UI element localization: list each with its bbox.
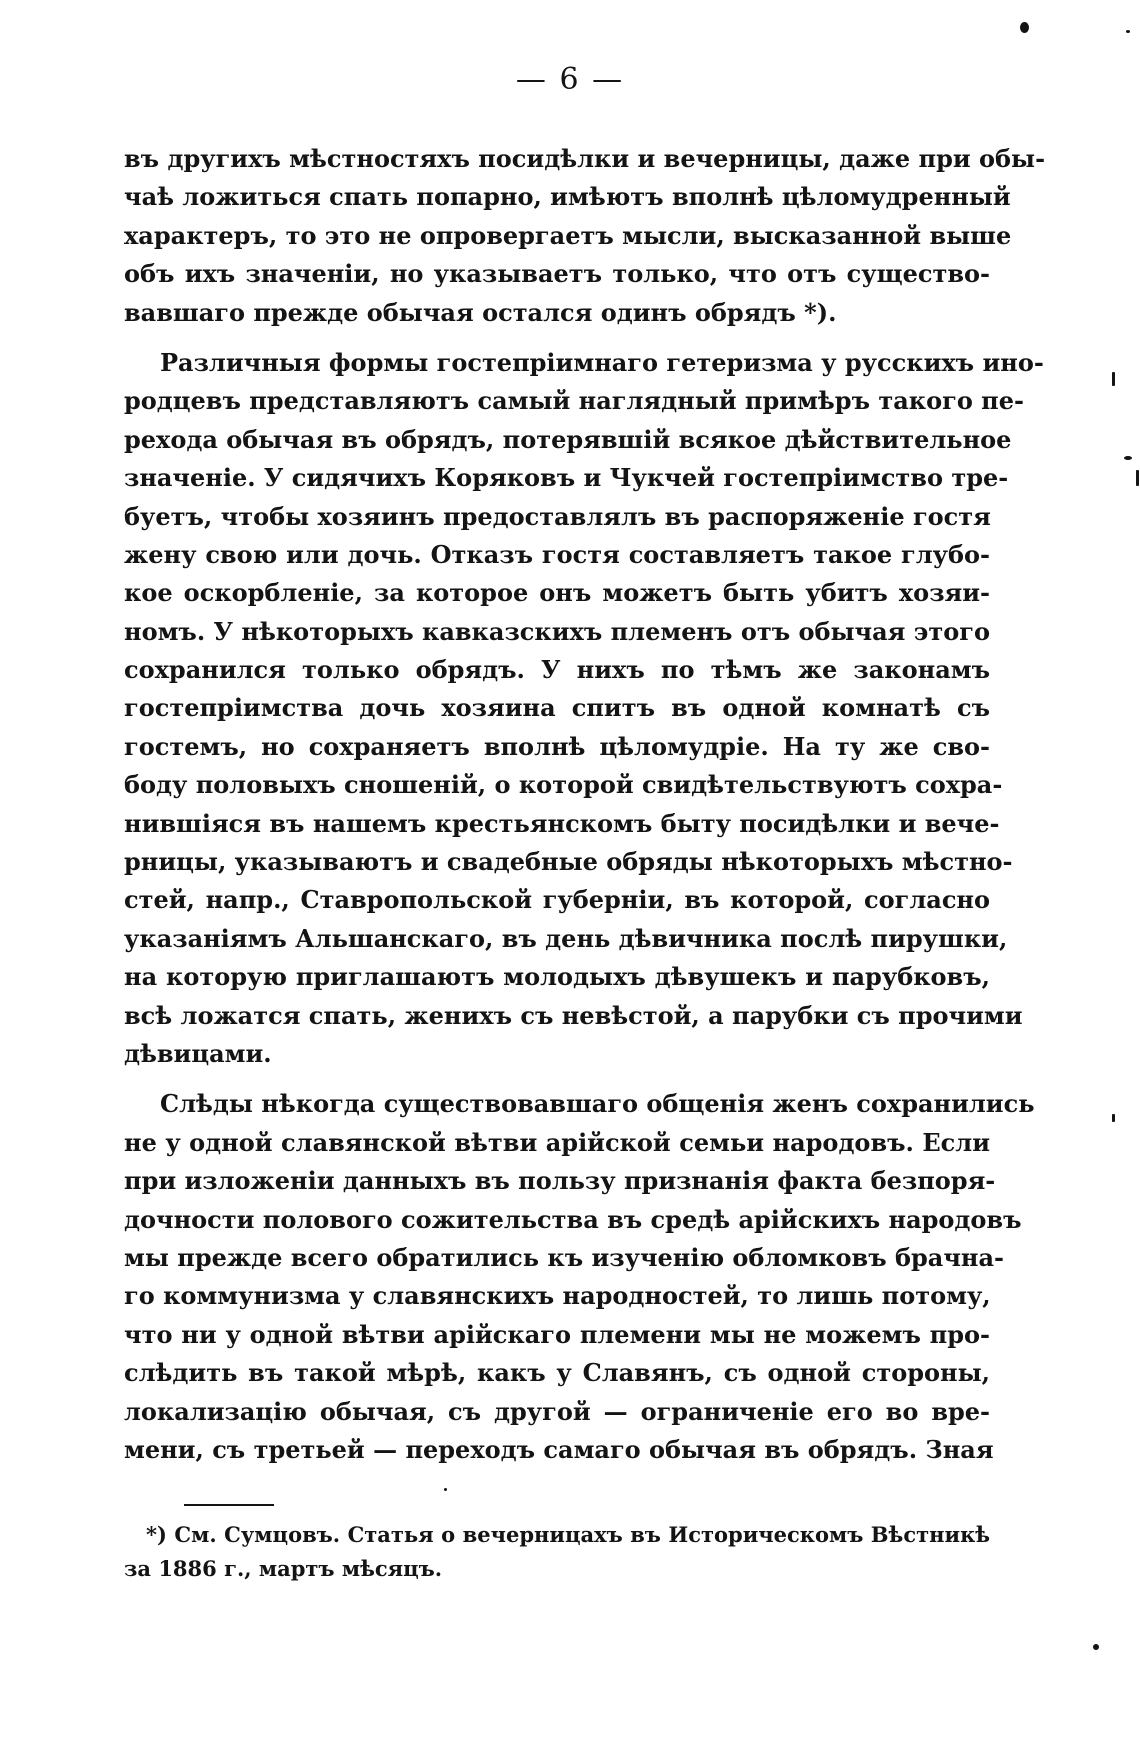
text-line: не у одной славянской вѣтви арійской семьи народовъ. Если bbox=[124, 1127, 990, 1157]
footnote-rule bbox=[184, 1504, 274, 1506]
text-line: Слѣды нѣкогда существовавшаго общенія женъ сохранились bbox=[160, 1089, 1035, 1119]
text-line: мы прежде всего обратились къ изученію обломковъ брачна- bbox=[124, 1242, 1004, 1272]
text-line: при изложеніи данныхъ въ пользу признанія факта безпоря- bbox=[124, 1166, 996, 1196]
text-line: значеніе. У сидячихъ Коряковъ и Чукчей гостепріимство тре- bbox=[124, 463, 1009, 493]
text-line: локализацію обычая, съ другой — ограниченіе его во вре- bbox=[124, 1396, 990, 1426]
text-line: указаніямъ Альшанскаго, въ день дѣвичника послѣ пирушки, bbox=[124, 923, 1008, 953]
scan-speck bbox=[1126, 30, 1130, 33]
text-line: сохранился только обрядъ. У нихъ по тѣмъ же законамъ bbox=[124, 655, 990, 685]
scan-speck bbox=[1136, 470, 1139, 486]
text-line: на которую приглашаютъ молодыхъ дѣвушекъ и парубковъ, bbox=[124, 962, 990, 992]
scan-speck bbox=[444, 1488, 447, 1491]
text-line: характеръ, то это не опровергаетъ мысли, высказанной выше bbox=[124, 220, 1012, 250]
text-line: боду половыхъ сношеній, о которой свидѣтельствуютъ сохра- bbox=[124, 770, 1003, 800]
footnote-line: за 1886 г., мартъ мѣсяцъ. bbox=[124, 1556, 443, 1581]
text-line: нившіяся въ нашемъ крестьянскомъ быту посидѣлки и вече- bbox=[124, 808, 1000, 838]
text-line: въ другихъ мѣстностяхъ посидѣлки и вечерницы, даже при обы- bbox=[124, 144, 1046, 173]
text-line: стей, напр., Ставропольской губерніи, въ которой, согласно bbox=[124, 885, 990, 915]
paragraph bbox=[124, 1085, 1035, 1469]
scan-speck bbox=[1112, 372, 1115, 386]
text-line: Различныя формы гостепріимнаго гетеризма у русскихъ ино- bbox=[160, 347, 1044, 377]
body-text bbox=[124, 140, 1046, 1481]
text-line: го коммунизма у славянскихъ народностей, то лишь потому, bbox=[124, 1281, 991, 1311]
text-line: дочности полового сожительства въ средѣ арійскихъ народовъ bbox=[124, 1204, 1022, 1234]
text-line: кое оскорбленіе, за которое онъ можетъ быть убитъ хозяи- bbox=[124, 578, 990, 608]
text-line: буетъ, чтобы хозяинъ предоставлялъ въ распоряженіе гостя bbox=[124, 501, 991, 531]
text-line: дѣвицами. bbox=[124, 1038, 272, 1068]
footnote-line: *) См. Сумцовъ. Статья о вечерницахъ въ Историческомъ Вѣстникѣ bbox=[146, 1522, 990, 1547]
text-line: гостемъ, но сохраняетъ вполнѣ цѣломудріе. На ту же сво- bbox=[124, 731, 990, 761]
scan-speck bbox=[1020, 22, 1029, 33]
scan-speck bbox=[1124, 456, 1132, 460]
text-line: жену свою или дочь. Отказъ гостя составляетъ такое глубо- bbox=[124, 539, 990, 569]
text-line: всѣ ложатся спать, женихъ съ невѣстой, а парубки съ прочими bbox=[124, 1000, 1023, 1030]
paragraph bbox=[124, 140, 1046, 332]
text-line: слѣдить въ такой мѣрѣ, какъ у Славянъ, съ одной стороны, bbox=[124, 1358, 990, 1388]
scan-speck bbox=[1112, 1114, 1115, 1122]
text-line: что ни у одной вѣтви арійскаго племени мы не можемъ про- bbox=[124, 1319, 990, 1349]
text-line: рницы, указываютъ и свадебные обряды нѣкоторыхъ мѣстно- bbox=[124, 847, 1013, 877]
text-line: гостепріимства дочь хозяина спитъ въ одной комнатѣ съ bbox=[124, 693, 990, 723]
text-line: объ ихъ значеніи, но указываетъ только, что отъ существо- bbox=[124, 259, 990, 289]
text-line: номъ. У нѣкоторыхъ кавказскихъ племенъ отъ обычая этого bbox=[124, 616, 990, 646]
text-line: мени, съ третьей — переходъ самаго обычая въ обрядъ. Зная bbox=[124, 1434, 994, 1464]
text-line: вавшаго прежде обычая остался одинъ обрядъ *). bbox=[124, 297, 837, 327]
text-line: рехода обычая въ обрядъ, потерявшій всякое дѣйствительное bbox=[124, 424, 1012, 454]
scan-speck bbox=[1093, 1644, 1099, 1650]
text-line: чаѣ ложиться спать попарно, имѣютъ вполнѣ цѣломудренный bbox=[124, 182, 1011, 212]
footnote bbox=[124, 1518, 990, 1586]
paragraph bbox=[124, 344, 1044, 1073]
page-number: — 6 — bbox=[515, 62, 625, 97]
text-line: родцевъ представляютъ самый наглядный примѣръ такого пе- bbox=[124, 386, 1024, 416]
